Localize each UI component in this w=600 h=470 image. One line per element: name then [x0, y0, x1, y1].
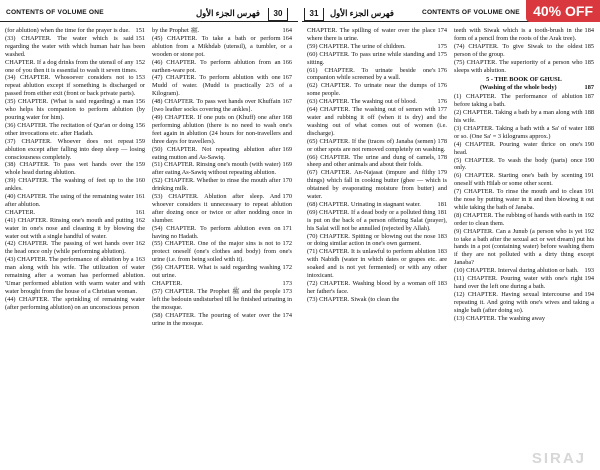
toc-entry — [307, 296, 447, 304]
toc-entry-text: (50) CHAPTER. Not repeating ablution after eating mutton and As-Sawiq. — [152, 145, 281, 161]
toc-entry-text: (5) CHAPTER. To wash the body (parts) once only. — [454, 156, 583, 172]
toc-entry — [152, 74, 292, 98]
toc-entry — [307, 27, 447, 43]
toc-entry — [152, 59, 292, 75]
toc-entry-text: (36) CHAPTER. The recitation of Qur'an or doing other invocations etc. after Hadath. — [5, 121, 134, 137]
toc-entry — [307, 201, 447, 209]
toc-entry-text: (35) CHAPTER. (What is said regarding) a man who helps his companion to perform ablution (by pouring water for him). — [5, 98, 145, 121]
toc-entry-text: (64) CHAPTER. The washing out of semen with water and rubbing it off (when it is dry) and the washing out of what comes out of women (i.e. discharge). — [307, 106, 447, 137]
toc-entry — [454, 125, 594, 141]
toc-page-number: 181 — [437, 200, 447, 208]
toc-entry-text: (4) CHAPTER. Pouring water thrice on one's head. — [454, 140, 583, 156]
right-page — [302, 8, 600, 468]
toc-page-number: 151 — [135, 34, 145, 42]
toc-entry-text: (63) CHAPTER. The washing out of blood. — [307, 98, 418, 106]
toc-entry-text: (61) CHAPTER. To urinate beside one's companion while screened by a wall. — [307, 66, 436, 82]
toc-entry — [152, 264, 292, 280]
toc-entry — [5, 98, 145, 122]
toc-entry — [307, 209, 447, 233]
toc-entry — [307, 138, 447, 154]
toc-entry-text: (40) CHAPTER. The using of the remaining water after ablution. — [5, 193, 134, 208]
toc-entry — [454, 188, 594, 212]
toc-page-number: 159 — [135, 161, 145, 169]
toc-entry — [152, 280, 292, 288]
toc-entry-text: CHAPTER. If a dog drinks from the utensil of any one of you then it is essential to wash it seven times. — [5, 58, 138, 74]
toc-entry-text: (39) CHAPTER. The washing of feet up to the ankles. — [5, 177, 134, 193]
toc-page-number: 156 — [135, 121, 145, 129]
toc-entry-text: (66) CHAPTER. The urine and dung of camels, sheep and other animals and about their folds. — [307, 153, 436, 169]
toc-page-number: 176 — [437, 82, 447, 90]
toc-entry — [454, 27, 594, 43]
toc-entry-text: (2) CHAPTER. Taking a bath by a man along with his wife. — [454, 109, 583, 124]
toc-entry-text: (8) CHAPTER. The rubbing of hands with earth in order to clean them. — [454, 211, 583, 227]
header-arabic-title: فهرس الجزء الأول — [196, 8, 260, 18]
toc-entry-text: (62) CHAPTER. To urinate near the dumps of some people. — [307, 82, 436, 98]
toc-page-number: 191 — [584, 172, 594, 180]
left-page — [0, 8, 298, 468]
toc-page-number: 167 — [282, 98, 292, 106]
toc-entry — [5, 193, 145, 209]
left-page-header — [0, 8, 298, 22]
left-page-column-1 — [5, 27, 145, 468]
toc-entry-text: (11) CHAPTER. Pouring water with one's right hand over the left one during a bath. — [454, 275, 583, 290]
toc-entry — [454, 315, 594, 323]
toc-entry-text: teeth with Siwak which is a tooth-brush in the form of a pencil from the roots of the Arak tree). — [454, 27, 583, 42]
toc-entry-text: (34) CHAPTER. Whosoever considers not to repeat ablution except if something is discharged or passed from either exit (front or back private parts). — [5, 74, 145, 98]
toc-entry — [307, 248, 447, 280]
toc-entry — [454, 43, 594, 59]
toc-entry-text: (73) CHAPTER. Siwak (to clean the — [307, 295, 400, 303]
toc-page-number: 185 — [584, 42, 594, 50]
discount-badge[interactable]: 40% OFF — [526, 0, 600, 22]
toc-entry — [5, 240, 145, 256]
toc-entry-text: (43) CHAPTER. The performance of ablution by a man along with his wife. The utilization of water remaining after a woman has performed ablution. 'Umar performed ablution with warm water and with water brought from the house of a Christian woman. — [5, 256, 145, 295]
toc-page-number: 162 — [135, 240, 145, 248]
page-number: 30 — [268, 8, 288, 21]
toc-page-number: 179 — [437, 169, 447, 177]
toc-entry — [454, 93, 594, 109]
toc-entry — [5, 209, 145, 217]
toc-page-number: 190 — [584, 140, 594, 148]
toc-entry-text: (1) CHAPTER. The performance of ablution before taking a bath. — [454, 93, 583, 109]
toc-page-number: 159 — [135, 137, 145, 145]
toc-entry — [454, 267, 594, 275]
toc-page-number: 173 — [282, 280, 292, 287]
toc-page-number: 169 — [282, 145, 292, 153]
toc-entry-text: (69) CHAPTER. If a dead body or a polluted thing is put on the back of a person offering Salat (prayer), his Salat will not be annulled (rejected by Allah). — [307, 208, 447, 232]
toc-page-number: 191 — [584, 188, 594, 196]
toc-page-number: 162 — [135, 216, 145, 224]
toc-page-number: 152 — [135, 58, 145, 66]
toc-entry — [152, 146, 292, 162]
toc-page-number: 178 — [437, 153, 447, 161]
toc-entry — [152, 193, 292, 225]
toc-entry-text: (41) CHAPTER. Rinsing one's mouth and putting water in one's nose and cleaning it by blowing the water out with a single handful of water. — [5, 216, 145, 240]
toc-entry-text: (7) CHAPTER. To rinse the mouth and to clean the nose by putting water in it and then blowing it out while taking the bath of Janaba. — [454, 188, 594, 211]
toc-page-number: 170 — [282, 177, 292, 185]
toc-entry — [307, 51, 447, 67]
toc-entry-text: (44) CHAPTER. The sprinkling of remaining water (after performing ablution) on an unconscious person — [5, 295, 145, 311]
toc-entry-text: (9) CHAPTER. Can a Junub (a person who is yet to take a bath after the sexual act or wet dream) put his hands in a pot (containing water) before washing them if they are not polluted with a dirty thing except Janaba? — [454, 227, 594, 267]
toc-entry-text: CHAPTER. The spilling of water over the place where there is urine. — [307, 27, 436, 42]
toc-page-number: 163 — [135, 256, 145, 264]
toc-entry — [5, 217, 145, 241]
toc-page-number: 183 — [437, 280, 447, 287]
toc-entry-text: (48) CHAPTER. To pass wet hands over Khuffain [two leather socks covering the ankles]. — [152, 98, 281, 114]
toc-entry — [454, 172, 594, 188]
toc-entry-text: (10) CHAPTER. Interval during ablution or bath. — [454, 267, 579, 275]
toc-page-number: 188 — [584, 109, 594, 117]
toc-page-number: 192 — [584, 211, 594, 219]
toc-entry-text: (71) CHAPTER. It is unlawful to perform ablution with Nabidh (water in which dates or grapes etc. are soaked and is not yet fermented) or with any other intoxicant. — [307, 248, 447, 280]
toc-entry-text: (33) CHAPTER. The water which is said regarding the water with which human hair has been washed. — [5, 34, 145, 58]
toc-entry-text: (for ablution) when the time for the prayer is due. — [5, 27, 130, 34]
toc-entry-text: (47) CHAPTER. To perform ablution with one Mudd of water. (Mudd is practically 2/3 of a Kilogram). — [152, 74, 292, 98]
toc-entry — [152, 177, 292, 193]
toc-entry-text: (65) CHAPTER. If the (traces of) Janaba (semen) or other spots are not removed completely on washing. — [307, 137, 446, 153]
toc-entry — [454, 59, 594, 75]
toc-page-number: 170 — [282, 193, 292, 201]
toc-page-number: 172 — [282, 240, 292, 248]
toc-entry — [152, 35, 292, 59]
toc-page-number: 164 — [282, 34, 292, 42]
toc-entry-text: (45) CHAPTER. To take a bath or perform ablution from a Mikhdab (utensil), a tumbler, or a wooden or stone pot. — [152, 34, 292, 58]
toc-page-number: 181 — [437, 208, 447, 216]
toc-entry-text: (75) CHAPTER. The superiority of a person who sleeps with ablution. — [454, 58, 583, 74]
toc-entry — [152, 98, 292, 114]
toc-entry-text: (3) CHAPTER. Taking a bath with a Sa' of water or so. (One Sa' = 3 kilograms approx.) — [454, 124, 583, 140]
toc-entry — [307, 67, 447, 83]
toc-entry-text: (49) CHAPTER. If one puts on (Khuff) one after performing ablution (there is no need to wash one's feet again in ablution (24 hours for non-travellers and three days for travellers). — [152, 113, 292, 145]
header-title: CONTENTS OF VOLUME ONE — [422, 9, 520, 16]
toc-page-number: 167 — [282, 74, 292, 82]
toc-entry-text: (46) CHAPTER. To perform ablution from an earthen-ware pot. — [152, 58, 281, 74]
toc-entry — [152, 240, 292, 264]
toc-page-number: 156 — [135, 98, 145, 106]
toc-entry-text: (6) CHAPTER. Starting one's bath by scenting oneself with Hilab or some other scent. — [454, 172, 583, 188]
toc-page-number: 177 — [437, 106, 447, 114]
toc-page-number: 175 — [437, 50, 447, 58]
toc-entry — [5, 161, 145, 177]
toc-entry-text: (57) CHAPTER. The Prophet ﷺ and the people left the bedouin undisturbed till he finished urinating in the mosque. — [152, 287, 292, 311]
toc-page-number: 184 — [584, 27, 594, 34]
toc-entry — [5, 122, 145, 138]
toc-entry-text: (56) CHAPTER. What is said regarding washing out urine. — [152, 264, 281, 280]
toc-page-number: 190 — [584, 156, 594, 164]
toc-page-number: 178 — [437, 137, 447, 145]
toc-entry-text: (70) CHAPTER. Spitting or blowing out the nose or doing similar action in one's own garment. — [307, 232, 436, 248]
toc-entry — [5, 177, 145, 193]
toc-entry — [454, 212, 594, 228]
toc-entry — [307, 233, 447, 249]
toc-page-number: 194 — [584, 290, 594, 298]
toc-page-number: 185 — [584, 58, 594, 66]
toc-entry — [152, 27, 292, 35]
toc-entry-text: (58) CHAPTER. The pouring of water over the urine in the mosque. — [152, 311, 281, 327]
toc-entry — [307, 154, 447, 170]
toc-page-number: 168 — [282, 113, 292, 121]
toc-entry-text: (59) CHAPTER. The urine of children. — [307, 42, 406, 50]
toc-entry — [5, 35, 145, 59]
toc-page-number: 175 — [437, 42, 447, 50]
toc-entry — [307, 98, 447, 106]
toc-entry-text: by the Prophet ﷺ. — [152, 27, 200, 34]
toc-entry — [307, 280, 447, 296]
toc-page-number: 169 — [282, 161, 292, 169]
toc-entry — [5, 256, 145, 296]
toc-entry-text: (13) CHAPTER. The washing away — [454, 314, 546, 322]
toc-page-number: 183 — [437, 248, 447, 256]
toc-entry — [307, 82, 447, 98]
toc-page-number: 176 — [437, 98, 447, 106]
toc-entry — [454, 291, 594, 315]
toc-page-number: 193 — [584, 267, 594, 275]
toc-page-number: 173 — [282, 287, 292, 295]
toc-entry-text: CHAPTER. — [152, 280, 183, 287]
toc-entry — [5, 59, 145, 75]
toc-entry-text: (68) CHAPTER. Urinating in stagnant water. — [307, 200, 421, 208]
right-page-column-1 — [307, 27, 447, 468]
left-page-column-2 — [152, 27, 292, 468]
toc-entry — [5, 138, 145, 162]
toc-page-number: 188 — [584, 124, 594, 132]
toc-entry — [454, 84, 594, 92]
toc-entry — [5, 74, 145, 98]
toc-entry — [454, 275, 594, 291]
toc-page-number: 176 — [437, 66, 447, 74]
toc-entry — [152, 312, 292, 328]
toc-entry — [307, 169, 447, 201]
toc-page-number: 166 — [282, 58, 292, 66]
toc-entry — [454, 141, 594, 157]
page-number: 31 — [304, 8, 324, 21]
toc-page-number: 174 — [437, 27, 447, 34]
toc-entry-text: (38) CHAPTER. To pass wet hands over the whole head during ablution. — [5, 161, 134, 177]
toc-entry-text: (55) CHAPTER. One of the major sins is not to protect oneself (one's clothes and body) from one's urine (i.e. from being soiled with it). — [152, 240, 292, 264]
toc-page-number: 164 — [282, 27, 292, 34]
toc-page-number: 187 — [584, 93, 594, 101]
toc-page-number: 153 — [135, 74, 145, 82]
toc-entry — [5, 296, 145, 312]
toc-entry — [454, 157, 594, 173]
toc-page-number: 161 — [135, 193, 145, 201]
toc-entry — [454, 228, 594, 268]
toc-page-number: 161 — [135, 208, 145, 216]
toc-page-number: 194 — [584, 275, 594, 283]
toc-entry-text: (72) CHAPTER. Washing blood by a woman off her father's face. — [307, 280, 436, 295]
toc-page-number: 171 — [282, 224, 292, 232]
header-title: CONTENTS OF VOLUME ONE — [6, 9, 104, 16]
toc-entry-text: CHAPTER. — [5, 208, 36, 216]
toc-entry — [5, 27, 145, 35]
toc-entry-text: (37) CHAPTER. Whoever does not repeat ablution except after falling into deep sleep — losing consciousness completely. — [5, 137, 145, 161]
toc-page-number: 192 — [584, 227, 594, 235]
toc-entry — [152, 161, 292, 177]
toc-entry-text: (54) CHAPTER. To perform ablution even on having no Hadath. — [152, 224, 281, 240]
toc-entry-text: (67) CHAPTER. An-Najasat (impure and filthy things) which fall in cooking butter (ghee — which is obtained by evaporating moisture from butter) and water. — [307, 169, 447, 201]
toc-entry — [307, 43, 447, 51]
toc-entry-text: (Washing of the whole body) — [479, 84, 557, 92]
toc-entry — [454, 109, 594, 125]
header-arabic-title: فهرس الجزء الأول — [330, 8, 394, 18]
toc-entry — [307, 106, 447, 138]
toc-page-number: 187 — [584, 84, 594, 92]
toc-entry-text: (51) CHAPTER. Rinsing one's mouth (with water) after eating As-Sawiq without repeating ablution. — [152, 161, 281, 177]
toc-page-number: 172 — [282, 264, 292, 272]
toc-entry-text: (52) CHAPTER. Whether to rinse the mouth after drinking milk. — [152, 177, 281, 193]
toc-entry-text: (53) CHAPTER. Ablution after sleep. And whoever considers it unnecessary to repeat ablution after dozing once or twice or after nodding once in slumber. — [152, 193, 292, 224]
toc-entry — [152, 114, 292, 146]
toc-entry-text: 5 - THE BOOK OF GHUSL — [486, 76, 562, 84]
toc-entry-text: (12) CHAPTER. Having sexual intercourse and repeating it. And going with one's wives and taking a single bath (after doing so). — [454, 290, 594, 314]
toc-page-number: 160 — [135, 177, 145, 185]
toc-entry — [152, 288, 292, 312]
toc-entry — [454, 76, 594, 84]
toc-entry-text: (42) CHAPTER. The passing of wet hands over the head once only (while performing ablution). — [5, 240, 134, 256]
watermark-text: SIRAJ — [531, 450, 586, 467]
toc-page-number: 151 — [135, 27, 145, 34]
toc-entry-text: (74) CHAPTER. To give Siwak to the oldest person of the group. — [454, 42, 583, 58]
toc-page-number: 183 — [437, 232, 447, 240]
toc-page-number: 174 — [282, 311, 292, 319]
right-page-column-2 — [454, 27, 594, 468]
toc-entry-text: (60) CHAPTER. To pass urine while standing and sitting. — [307, 50, 436, 66]
toc-entry — [152, 225, 292, 241]
